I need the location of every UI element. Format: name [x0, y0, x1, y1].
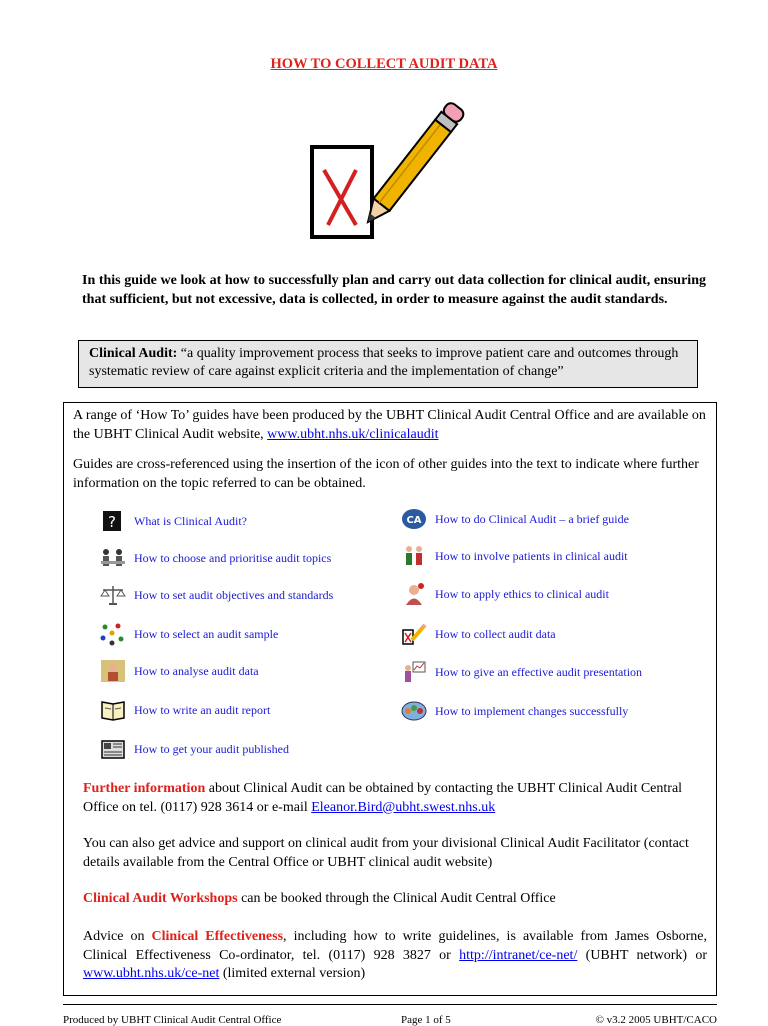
guide-set-objectives[interactable]: [100, 583, 333, 607]
guide-label: How to involve patients in clinical audit: [435, 548, 628, 563]
question-mark-icon: [100, 509, 126, 533]
guide-label: How to get your audit published: [134, 741, 289, 756]
svg-text:?: ?: [108, 513, 116, 531]
definition-box: [78, 340, 698, 388]
scattered-figures-icon: [100, 622, 126, 646]
clinical-effectiveness-paragraph: [83, 928, 707, 984]
guides-paragraph: [73, 407, 707, 444]
guide-get-published[interactable]: [100, 737, 289, 761]
footer-copyright: © v3.2 2005 UBHT/CACO: [595, 1014, 717, 1026]
external-ce-net-link[interactable]: www.ubht.nhs.uk/ce-net: [83, 966, 220, 981]
intro-paragraph: In this guide we look at how to successfully plan and carry out data collection for clinical audit, ensuring that sufficient, but not excessive, data is collected, in order to measure against the audit standards.: [82, 273, 706, 307]
info-box: [63, 402, 717, 996]
presentation-icon: [401, 660, 427, 684]
definition-label: Clinical Audit:: [89, 346, 178, 361]
guide-collect-data[interactable]: [401, 622, 556, 646]
guide-label: How to give an effective audit presentation: [435, 664, 643, 679]
further-information-text: about Clinical Audit can be obtained by contacting the UBHT Clinical Audit Central Office on tel. (0117) 928 3614 or e-mail: [83, 781, 683, 815]
further-information-paragraph: [83, 780, 707, 817]
ce-text: , including how to write guidelines, is available from James Osborne, Clinical Effectiveness Co-ordinator, tel. (0117) 928 3827 or: [83, 929, 708, 963]
crossref-paragraph: Guides are cross-referenced using the insertion of the icon of other guides into the text to indicate where further information on the topic referred to can be obtained.: [73, 457, 699, 491]
change-cycle-icon: [401, 699, 427, 723]
svg-text:CA: CA: [406, 515, 422, 526]
checkbox-pencil-icon: [401, 622, 427, 646]
guide-label: How to write an audit report: [134, 702, 271, 717]
guide-implement-changes[interactable]: [401, 699, 628, 723]
email-link[interactable]: Eleanor.Bird@ubht.swest.nhs.uk: [311, 799, 496, 815]
workshops-paragraph: [83, 890, 707, 909]
guide-label: How to do Clinical Audit – a brief guide: [435, 511, 629, 526]
guide-label: How to analyse audit data: [134, 663, 259, 678]
guide-involve-patients[interactable]: [401, 544, 628, 568]
checkbox-pencil-icon: [308, 100, 468, 245]
footer-divider: [63, 1004, 717, 1005]
workshops-text: can be booked through the Clinical Audit Central Office: [237, 891, 556, 906]
guide-give-presentation[interactable]: [401, 660, 642, 684]
advice-paragraph: You can also get advice and support on clinical audit from your divisional Clinical Audit Facilitator (contact details available from the Central Office or UBHT clinical audit website): [83, 836, 689, 870]
guide-label: How to implement changes successfully: [435, 703, 629, 718]
patients-icon: [401, 544, 427, 568]
guides-text: A range of ‘How To’ guides have been produced by the UBHT Clinical Audit Central Office and are available on the UBHT Clinical Audit website,: [73, 408, 706, 442]
guide-select-sample[interactable]: [100, 622, 278, 646]
further-information-label: Further information: [83, 781, 206, 796]
ce-prefix: Advice on: [83, 929, 152, 944]
meeting-people-icon: [100, 546, 126, 570]
guide-label: How to apply ethics to clinical audit: [435, 586, 609, 601]
ethics-person-icon: [401, 582, 427, 606]
guide-label: How to choose and prioritise audit topics: [134, 550, 332, 565]
page-title: HOW TO COLLECT AUDIT DATA: [270, 56, 498, 72]
guide-label: How to collect audit data: [435, 626, 556, 641]
guide-choose-topics[interactable]: [100, 546, 331, 570]
guide-brief-guide[interactable]: [401, 507, 629, 531]
definition-text: “a quality improvement process that seeks to improve patient care and outcomes through systematic review of care against explicit criteria and the implementation of change”: [89, 346, 679, 379]
report-book-icon: [100, 698, 126, 722]
intranet-ce-net-link[interactable]: http://intranet/ce-net/: [459, 947, 578, 963]
guide-label: What is Clinical Audit?: [134, 513, 247, 528]
workshops-label: Clinical Audit Workshops: [83, 891, 238, 906]
clinical-audit-website-link[interactable]: www.ubht.nhs.uk/clinicalaudit: [267, 426, 439, 442]
guide-write-report[interactable]: [100, 698, 270, 722]
footer-page-number: Page 1 of 5: [401, 1014, 451, 1026]
ce-end: (limited external version): [219, 966, 366, 981]
ca-logo-icon: [401, 507, 427, 531]
guide-label: How to select an audit sample: [134, 626, 279, 641]
guide-apply-ethics[interactable]: [401, 582, 609, 606]
guide-label: How to set audit objectives and standards: [134, 587, 334, 602]
footer-producer: Produced by UBHT Clinical Audit Central Office: [63, 1014, 282, 1026]
ce-mid: (UBHT network) or: [577, 947, 707, 963]
clinical-effectiveness-label: Clinical Effectiveness: [151, 929, 284, 944]
guide-what-is-clinical-audit[interactable]: [100, 509, 247, 533]
newspaper-icon: [100, 737, 126, 761]
scales-icon: [100, 583, 126, 607]
guide-analyse-data[interactable]: [100, 659, 259, 683]
analyse-person-icon: [100, 659, 126, 683]
